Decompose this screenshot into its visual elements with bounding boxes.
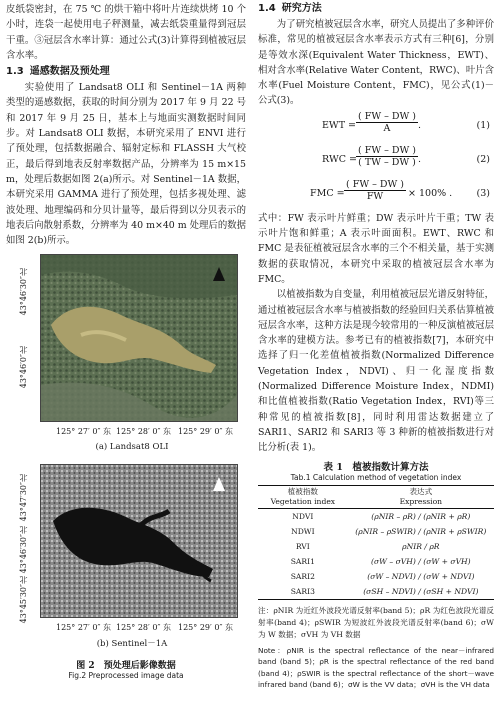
index-expression: (ρNIR – ρSWIR) / (ρNIR + ρSWIR) (355, 526, 487, 536)
equation-3 (258, 177, 494, 211)
eq2-tail: . (418, 153, 422, 165)
section-1-4-paragraph-2: 式中：FW 表示叶片鲜重；DW 表示叶片干重；TW 表示叶片饱和鲜重；A 表示叶面面积。EWT、RWC 和 FMC 是表征植被冠层含水率的三个不相关量，基于实测数据的获取情况，本研究中采取的植被冠层含水率为 FMC。 (258, 212, 494, 285)
section-1-4-paragraph-1: 为了研究植被冠层含水率，研究人员提出了多种评价标准，常见的植被冠层含水率表示方式有三种[6]，分别是等效水深(Equivalent Water Thickness，EWT)、相对含水率(Relative Water Content，RWC)、叶片含水率(Fuel Moisture Content，FMC)，见公式(1)－公式(3)。 (258, 19, 494, 107)
fig-b-y-label-top: 43°47′30″北 (19, 474, 28, 522)
table-row (258, 569, 494, 584)
index-name: RVI (295, 541, 310, 551)
index-expression: (σW – NDVI) / (σW + NDVI) (367, 571, 475, 581)
figure-2b (18, 464, 246, 652)
index-name: SARI2 (290, 571, 315, 581)
fig-b-x-label-2: 125° 28′ 0″ 东 (116, 623, 171, 633)
header-expr-en: Expression (399, 496, 443, 506)
table-row (258, 524, 494, 539)
north-arrow-icon (213, 267, 225, 281)
eq1-tail: . (418, 119, 422, 131)
eq2-number: (2) (476, 153, 490, 165)
eq2-lhs: RWC = (322, 153, 357, 165)
index-name: NDVI (292, 511, 314, 521)
index-name: SARI3 (290, 586, 315, 596)
index-name: SARI1 (290, 556, 315, 566)
left-column (6, 0, 246, 680)
table-row (258, 554, 494, 569)
vegetation-index-table (258, 485, 494, 600)
table-caption-en: Tab.1 Calculation method of vegetation index (290, 472, 462, 482)
table-note-en: Note：ρNIR is the spectral reflectance of the near－infrared band (band 5)；ρR is the spectral reflectance of the red band (band 4)；ρSWIR is the spectral reflectance of the short－wave infrared band (band 6)；σW is the VV data；σVH is the VH data (258, 645, 494, 690)
header-index-zh: 植被指数 (287, 486, 319, 496)
eq2-fraction (356, 145, 418, 168)
table-row (258, 539, 494, 554)
index-expression: (ρNIR – ρR) / (ρNIR + ρR) (371, 511, 471, 521)
north-arrow-icon (213, 477, 225, 491)
table-row (258, 508, 494, 524)
eq3-denominator: FW (366, 190, 384, 202)
section-number: 1.3 (6, 66, 24, 78)
eq2-denominator: ( TW – DW ) (358, 156, 416, 168)
header-expr-zh: 表达式 (409, 486, 433, 496)
right-column (258, 0, 494, 691)
eq1-numerator: ( FW – DW ) (358, 110, 416, 122)
table-note-zh: 注：ρNIR 为近红外波段光谱反射率(band 5)；ρR 为红色波段光谱反射率(band 4)；ρSWIR 为短波红外波段光谱反射率(band 6)；σW 为 W 数据；σVH 为 VH 数据 (258, 605, 494, 639)
figure-2a (18, 254, 246, 456)
eq1-denominator: A (383, 122, 391, 134)
eq3-lhs: FMC = (310, 187, 345, 199)
equation-2 (258, 143, 494, 177)
fig-a-x-label-1: 125° 27′ 0″ 东 (56, 427, 111, 437)
fig-b-x-label-3: 125° 29′ 0″ 东 (178, 623, 233, 633)
intro-paragraph: 皮纸袋密封，在 75 ℃ 的烘干箱中将叶片连续烘烤 10 个小时，连袋一起使用电子秤测量，减去纸袋重量得到冠层干重。③冠层含水率计算：通过公式(3)计算得到植被冠层含水率。 (6, 4, 246, 61)
equation-1 (258, 109, 494, 143)
fig-b-y-label-bottom: 43°45′30″北 (19, 576, 28, 624)
eq1-fraction (356, 111, 418, 134)
fig-b-y-label-mid: 43°46′30″北 (19, 526, 28, 574)
table-header-row (258, 485, 494, 508)
fig-a-x-label-3: 125° 29′ 0″ 东 (178, 427, 233, 437)
fig-a-y-label-top: 43°46′30″北 (19, 268, 28, 316)
section-number: 1.4 (258, 3, 276, 14)
table-header-index (258, 485, 348, 508)
section-1-4-paragraph-3: 以植被指数为自变量，利用植被冠层光谱反射特征，通过植被冠层含水率与植被指数的经验回归关系估算植被冠层含水率，这种方法是现今较常用的一种反演植被冠层含水率的建模方法。参考已有的植被指数[7]，本研究中选择了归一化差值植被指数(Normalized Difference Vegetation Index，NDVI)、归一化湿度指数(Normalized Difference Moisture Index，NDMI)和比值植被指数(Ratio Vegetation Index，RVI)等三种常见的植被指数[8]，同时利用雷达数据建立了 SARI1、SARI2 和 SARI3 等 3 种新的植被指数进行对比分析(表 1)。 (258, 289, 494, 454)
figure-caption: 图 2 预处理后影像数据 (76, 661, 176, 672)
eq2-numerator: ( FW – DW ) (358, 144, 416, 156)
eq3-number: (3) (476, 187, 490, 199)
section-1-3-paragraph: 实验使用了 Landsat8 OLI 和 Sentinel－1A 两种类型的遥感数据，获取的时间分别为 2017 年 9 月 22 号和 2017 年 9 月 25 日，基本上与地面实测数据时间同步。对 Landsat8 OLI 数据，本研究采用了 ENVI 进行了预处理，包括数据融合、辐射定标和 FLASSH 大气校正，最后得到地表反射率数据产品，分辨率为 15 m×15 m，处理后数据如图 2(a)所示。对 Sentinel－1A 数据，本研究采用 GAMMA 进行了预处理，包括多视处理、滤波处理、地理编码和分贝计量等，最后得到以分贝表示的地表后向散射系数，分辨率为 40 m×40 m 处理后的数据如图 2(b)所示。 (6, 82, 246, 247)
fig-a-x-label-2: 125° 28′ 0″ 东 (116, 427, 171, 437)
header-index-en: Vegetation index (270, 496, 336, 506)
landsat-image (40, 254, 238, 422)
section-title: 遥感数据及预处理 (29, 66, 110, 78)
section-1-3-heading (6, 65, 246, 79)
fig-b-subcaption: (b) Sentinel－1A (96, 639, 168, 650)
index-expression: (σW – σVH) / (σW + σVH) (371, 556, 471, 566)
table-row (258, 584, 494, 600)
sentinel-image (40, 464, 238, 618)
fig-a-subcaption: (a) Landsat8 OLI (95, 442, 169, 453)
index-expression: ρNIR / ρR (402, 541, 440, 551)
eq3-tail: × 100% . (408, 187, 453, 199)
eq3-fraction (344, 179, 406, 202)
index-expression: (σSH – NDVI) / (σSH + NDVI) (363, 586, 479, 596)
fig-b-x-label-1: 125° 27′ 0″ 东 (56, 623, 111, 633)
table-caption: 表 1 植被指数计算方法 (323, 461, 429, 473)
section-1-4-heading (258, 2, 494, 16)
figure-caption-en: Fig.2 Preprocessed image data (68, 671, 184, 681)
eq1-number: (1) (476, 119, 490, 131)
eq3-numerator: ( FW – DW ) (346, 178, 404, 190)
index-name: NDWI (291, 526, 315, 536)
fig-a-y-label-bottom: 43°46′0″北 (19, 346, 28, 389)
eq1-lhs: EWT = (322, 119, 357, 131)
table-header-expression (348, 485, 494, 508)
section-title: 研究方法 (281, 3, 322, 14)
